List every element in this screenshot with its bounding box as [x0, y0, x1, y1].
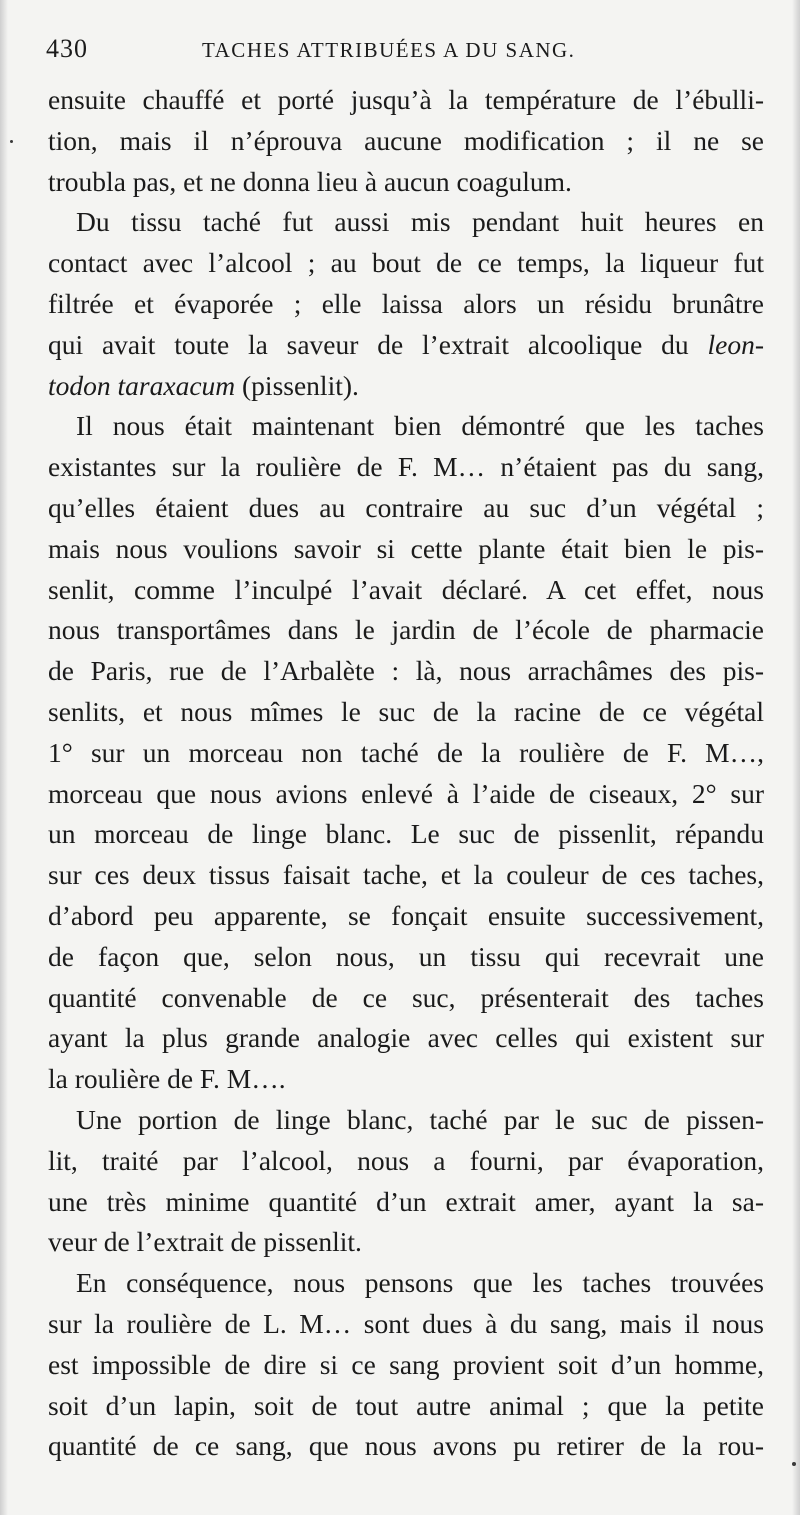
text-line: troubla pas, et ne donna lieu à aucun coagulum. — [48, 165, 572, 197]
text-line: quantité convenable de ce suc, présenterait des taches — [48, 981, 764, 1013]
running-head: TACHES ATTRIBUÉES A DU SANG. — [202, 38, 576, 62]
text-line: 1° sur un morceau non taché de la roulière de F. M…, — [48, 736, 764, 768]
text-line: lit, traité par l’alcool, nous a fourni, par évaporation, — [48, 1144, 764, 1176]
text-line: une très minime quantité d’un extrait amer, ayant la sa- — [48, 1185, 764, 1217]
text-line: d’abord peu apparente, se fonçait ensuite successivement, — [48, 899, 764, 931]
text-line: tion, mais il n’éprouva aucune modification ; il ne se — [48, 124, 764, 156]
text-line: mais nous voulions savoir si cette plante était bien le pis- — [48, 532, 764, 564]
text-line: est impossible de dire si ce sang provient soit d’un homme, — [48, 1348, 764, 1380]
italic-text: leon- — [707, 328, 764, 360]
text-line: contact avec l’alcool ; au bout de ce temps, la liqueur fut — [48, 247, 764, 279]
text-line: sur ces deux tissus faisait tache, et la couleur de ces taches, — [48, 859, 764, 891]
scan-edge-right — [792, 0, 800, 1515]
page-header — [46, 34, 766, 74]
text-line: Du tissu taché fut aussi mis pendant huit heures en — [76, 206, 764, 238]
scan-edge-left — [0, 0, 8, 1515]
text-line: de Paris, rue de l’Arbalète : là, nous arrachâmes des pis- — [48, 655, 764, 687]
text-line: nous transportâmes dans le jardin de l’école de pharmacie — [48, 614, 764, 646]
text-line: senlit, comme l’inculpé l’avait déclaré. A cet effet, nous — [48, 573, 764, 605]
text-line: senlits, et nous mîmes le suc de la racine de ce végétal — [48, 695, 764, 727]
text-line: quantité de ce sang, que nous avons pu retirer de la rou- — [48, 1430, 764, 1462]
ink-speck — [792, 1462, 796, 1466]
text-line: veur de l’extrait de pissenlit. — [48, 1226, 362, 1258]
italic-text: todon taraxacum — [48, 369, 236, 401]
text-line: todon taraxacum (pissenlit). — [48, 369, 359, 401]
text-line: morceau que nous avions enlevé à l’aide de ciseaux, 2° sur — [48, 777, 764, 809]
page-number: 430 — [46, 34, 88, 63]
text-line: filtrée et évaporée ; elle laissa alors un résidu brunâtre — [48, 287, 764, 319]
ink-speck — [10, 140, 13, 143]
text-line: de façon que, selon nous, un tissu qui recevrait une — [48, 940, 764, 972]
text-line: existantes sur la roulière de F. M… n’étaient pas du sang, — [48, 451, 764, 483]
text-line: qui avait toute la saveur de l’extrait alcoolique du leon- — [48, 328, 764, 360]
text-line: ayant la plus grande analogie avec celles qui existent sur — [48, 1022, 764, 1054]
text-line: Une portion de linge blanc, taché par le suc de pissen- — [76, 1103, 764, 1135]
text-line: sur la roulière de L. M… sont dues à du sang, mais il nous — [48, 1307, 764, 1339]
text-line: qu’elles étaient dues au contraire au suc d’un végétal ; — [48, 491, 764, 523]
text-line: Il nous était maintenant bien démontré que les taches — [76, 410, 764, 442]
text-line: la roulière de F. M…. — [48, 1063, 286, 1095]
text-line: En conséquence, nous pensons que les taches trouvées — [76, 1267, 764, 1299]
body-text — [48, 80, 764, 1467]
text-line: ensuite chauffé et porté jusqu’à la température de l’ébulli- — [48, 84, 764, 115]
text-line: un morceau de linge blanc. Le suc de pissenlit, répandu — [48, 818, 764, 850]
text-line: soit d’un lapin, soit de tout autre animal ; que la petite — [48, 1389, 764, 1421]
